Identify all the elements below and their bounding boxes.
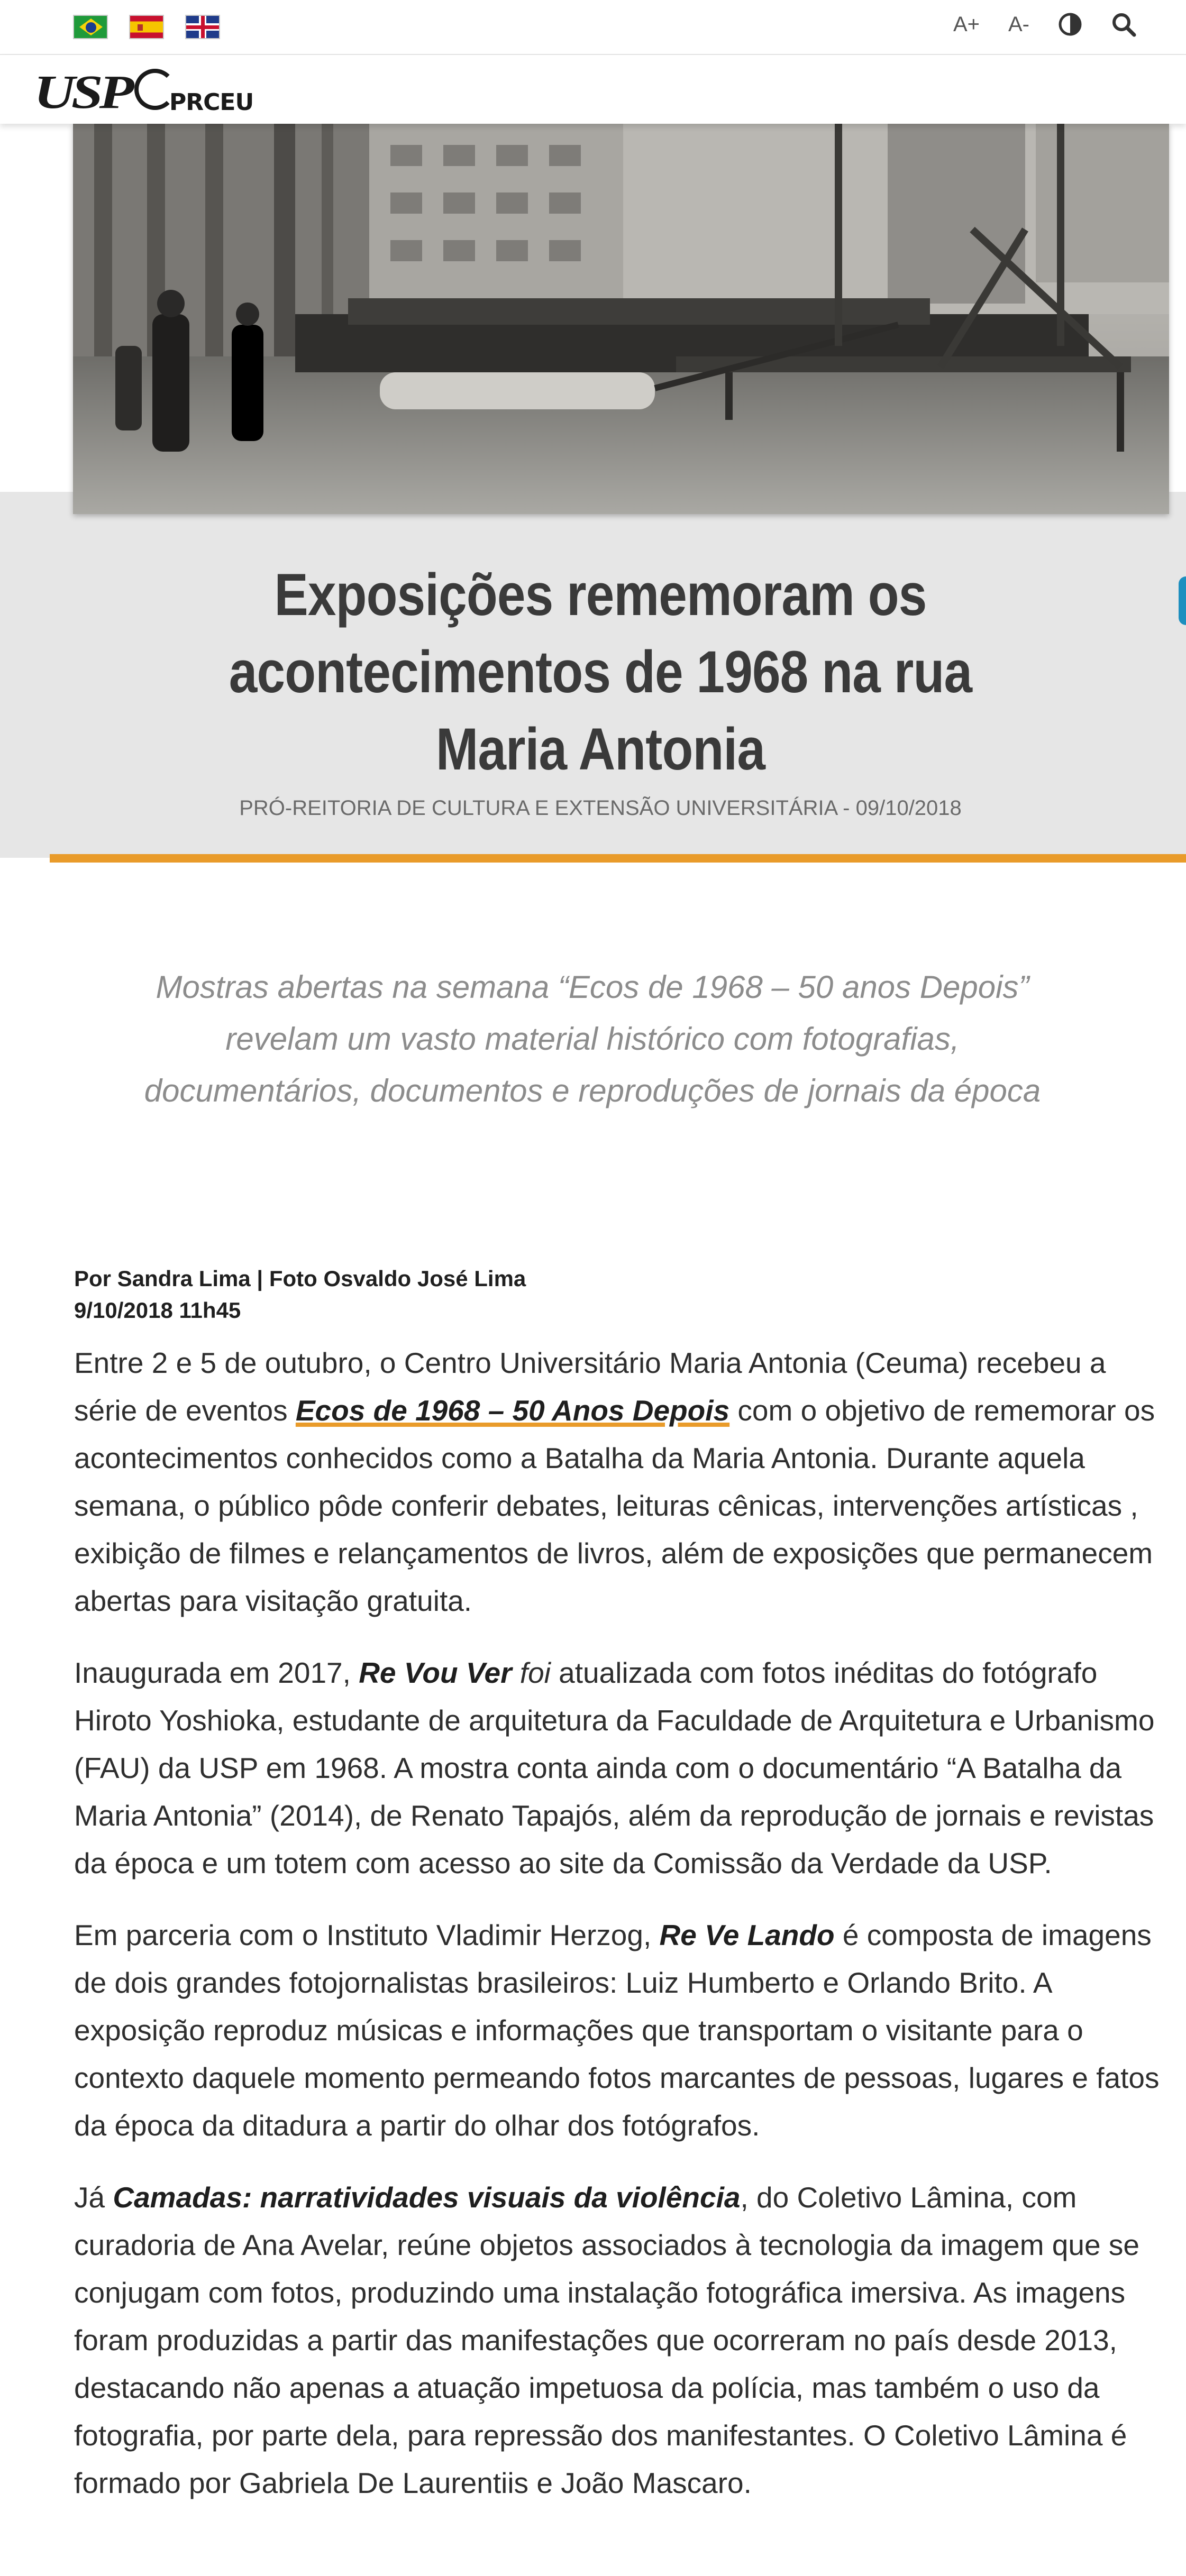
language-selector	[73, 15, 220, 39]
paragraph-2	[74, 1649, 1164, 1887]
paragraph-3-text-b: é composta de imagens de dois grandes fotojornalistas brasileiros: Luiz Humberto e Orlando Brito. A exposição reproduz músicas e informações que transportam o visitante para o contexto daquele momento permeando fotos marcantes de pessoas, lugares e fatos da época da ditadura a partir do olhar dos fotógrafos.	[74, 1919, 1160, 2142]
font-decrease-button[interactable]: A-	[1008, 12, 1029, 36]
article-title: Exposições rememoram os acontecimentos de 1968 na rua Maria Antonia	[229, 562, 972, 782]
brazil-flag-icon[interactable]	[73, 15, 108, 39]
byline-date: 9/10/2018 11h45	[74, 1298, 241, 1323]
byline	[74, 1263, 526, 1326]
hero-photo	[73, 124, 1169, 514]
font-increase-button[interactable]: A+	[953, 12, 980, 36]
paragraph-2-text-a: Inaugurada em 2017,	[74, 1656, 359, 1689]
uk-flag-icon[interactable]	[185, 15, 220, 39]
paragraph-1-text-b: com o objetivo de rememorar os acontecimentos conhecidos como a Batalha da Maria Antonia. Durante aquela semana, o público pôde conferir debates, leituras cênicas, intervenções artísticas , exibição de filmes e relançamentos de livros, além de exposições que permanecem abertas para visitação gratuita.	[74, 1394, 1155, 1617]
paragraph-1-text-a: Entre 2 e 5 de outubro, o Centro Universitário Maria Antonia (Ceuma) recebeu a série de eventos	[74, 1346, 1106, 1427]
ecos-1968-link[interactable]: Ecos de 1968 – 50 Anos Depois	[295, 1394, 730, 1427]
search-icon[interactable]	[1111, 12, 1136, 37]
contrast-icon[interactable]	[1058, 12, 1082, 36]
article-lead: Mostras abertas na semana “Ecos de 1968 – 50 anos Depois” revelam um vasto material histórico com fotografias, documentários, documentos e reproduções de jornais da época	[144, 969, 1041, 1108]
article-meta: PRÓ-REITORIA DE CULTURA E EXTENSÃO UNIVERSITÁRIA - 09/10/2018	[239, 796, 962, 820]
spain-flag-icon[interactable]	[129, 15, 164, 39]
paragraph-3	[74, 1911, 1164, 2149]
side-tab[interactable]	[1179, 576, 1186, 625]
logo-bar	[0, 55, 1186, 124]
re-ve-lando-title: Re Ve Lando	[659, 1919, 835, 1951]
byline-author: Por Sandra Lima | Foto Osvaldo José Lima	[74, 1266, 526, 1291]
paragraph-3-text-a: Em parceria com o Instituto Vladimir Herzog,	[74, 1919, 660, 1951]
accessibility-tools	[953, 12, 1136, 37]
prceu-logo[interactable]	[134, 67, 267, 114]
prceu-logo-text: PRCEU	[169, 89, 254, 116]
hero-photo-illustration	[73, 124, 1169, 514]
re-vou-ver-title: Re Vou Ver	[359, 1656, 512, 1689]
paragraph-1	[74, 1339, 1164, 1625]
title-divider	[50, 854, 1186, 863]
paragraph-4	[74, 2174, 1164, 2507]
paragraph-2-italic: foi	[512, 1656, 551, 1689]
top-bar	[0, 0, 1186, 55]
paragraph-2-text-b: atualizada com fotos inéditas do fotógrafo Hiroto Yoshioka, estudante de arquitetura da Faculdade de Arquitetura e Urbanismo (FAU) da USP em 1968. A mostra conta ainda com o documentário “A Batalha da Maria Antonia” (2014), de Renato Tapajós, além da reprodução de jornais e revistas da época e um totem com acesso ao site da Comissão da Verdade da USP.	[74, 1656, 1155, 1880]
article-body	[74, 1339, 1164, 2531]
camadas-title: Camadas: narratividades visuais da violência	[113, 2181, 741, 2214]
usp-logo[interactable]: USP	[34, 66, 131, 118]
paragraph-4-text-a: Já	[74, 2181, 113, 2214]
paragraph-4-text-b: , do Coletivo Lâmina, com curadoria de Ana Avelar, reúne objetos associados à tecnologia da imagem que se conjugam com fotos, produzindo uma instalação fotográfica imersiva. As imagens foram produzidas a partir das manifestações que ocorreram no país desde 2013, destacando não apenas a atuação impetuosa da polícia, mas também o uso da fotografia, por parte dela, para repressão dos manifestantes. O Coletivo Lâmina é formado por Gabriela De Laurentiis e João Mascaro.	[74, 2181, 1139, 2499]
